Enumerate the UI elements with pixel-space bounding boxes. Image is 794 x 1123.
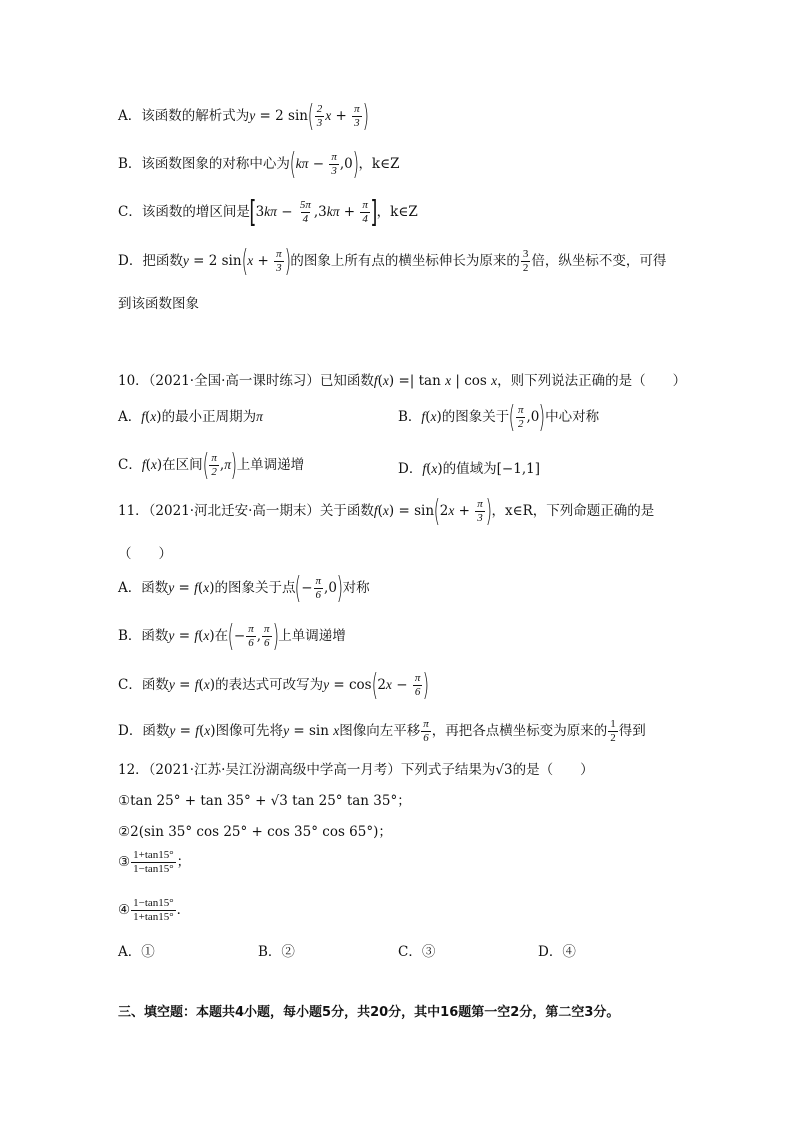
q9-option-c: C．该函数的增区间是[3kπ − $\frac{5\pi}{4}$ ,3kπ + $\frac{\pi}{4}$ ]，k∈Z [118,194,418,230]
q11-option-b: B．函数y = f(x)在(− $\frac{\pi}{6}$ , $\frac{\pi}{6}$ )上单调递增 [118,618,346,654]
q9-option-a: A．该函数的解析式为y = 2 sin( $\frac{2}{3}$ x + $\frac{\pi}{3}$ ) [118,98,369,134]
q9-b-text: B．该函数图象的对称中心为 [118,156,290,172]
q9-c-text: C．该函数的增区间是 [118,204,250,220]
q11-option-a: A．函数y = f(x)的图象关于点(− $\frac{\pi}{6}$ ,0)对称 [118,570,370,606]
q9-a-text: A．该函数的解析式为 [118,108,250,124]
q12-choice-a: A．① [118,944,155,960]
q12-item-4: ④ $\frac{1-\tan 15^\circ}{1+\tan 15^\circ}$ ． [118,897,191,923]
q11-option-c: C．函数y = f(x)的表达式可改写为y = cos(2x − $\frac{\pi}{6}$ ) [118,667,430,703]
q12-stem: 12．（2021·江苏·吴江汾湖高级中学高一月考）下列式子结果为√3的是（ ） [118,762,594,778]
q12-choice-d: D．④ [538,944,576,960]
q10-option-c: C．f(x)在区间( $\frac{\pi}{2}$ ,π)上单调递增 [118,447,305,483]
q12-item-3: ③ $\frac{1+\tan 15^\circ}{1-\tan 15^\circ}$ ； [118,849,191,875]
q10-stem: 10．（2021·全国·高一课时练习）已知函数f(x) =| tan x | cos x，则下列说法正确的是（ ） [118,373,687,389]
q9-option-b: B．该函数图象的对称中心为(kπ − $\frac{\pi}{3}$ ,0)，k∈Z [118,146,400,182]
q10-option-b: B．f(x)的图象关于( $\frac{\pi}{2}$ ,0)中心对称 [398,399,600,435]
q12-item-2: ②2(sin 35° cos 25° + cos 35° cos 65°)； [118,824,392,840]
q9-option-d-line2: 到该函数图象 [118,296,199,312]
q12-choices [118,940,576,960]
q11-paren: （ ） [118,546,172,562]
q11-option-d: D．函数y = f(x)图像可先将y = sin x图像向左平移 $\frac{\pi}{6}$ ，再把各点横坐标变为原来的 $\frac{1}{2}$ 得到 [118,718,646,744]
q12-choice-b: B．② [258,944,295,960]
q10-option-d: D．f(x)的值域为[−1,1] [398,461,540,477]
q12-choice-c: C．③ [398,944,436,960]
section-3-heading: 三、填空题：本题共4小题，每小题5分，共20分，其中16题第一空2分，第二空3分。 [118,1005,620,1020]
q11-stem: 11．（2021·河北迁安·高一期末）关于函数f(x) = sin(2x + $\frac{\pi}{3}$ )，x∈R，下列命题正确的是 [118,493,655,529]
q12-item-1: ①tan 25° + tan 35° + √3 tan 25° tan 35°； [118,793,411,809]
q10-option-a: A．f(x)的最小正周期为π [118,409,263,425]
q9-option-d: D．把函数y = 2 sin(x + $\frac{\pi}{3}$ )的图象上所有点的横坐标伸长为原来的 $\frac{3}{2}$ 倍，纵坐标不变，可得 [118,243,667,279]
